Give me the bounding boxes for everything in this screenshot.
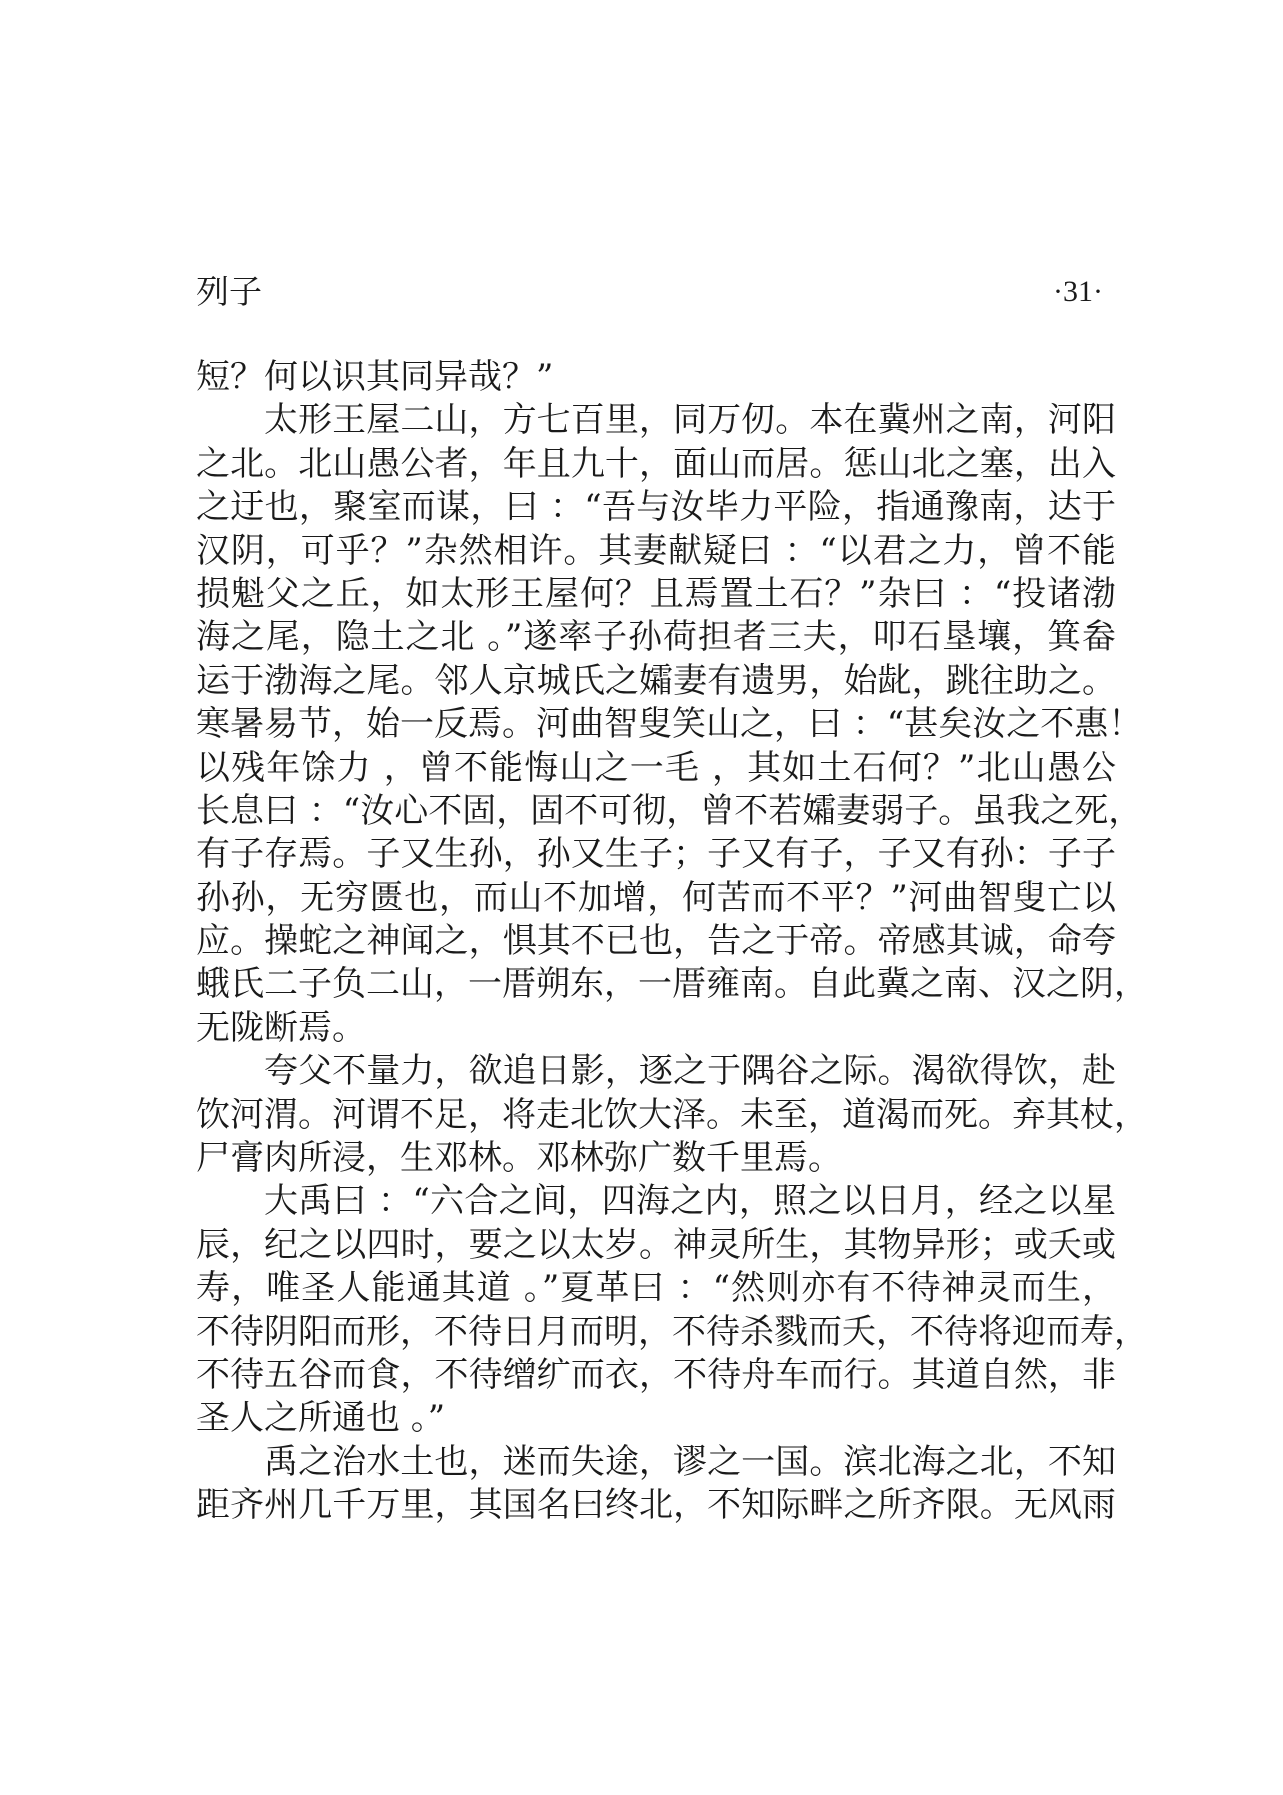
text-line: 以残年馀力 ，曾不能悔山之一毛 ，其如土石何？”北山愚公	[196, 747, 1116, 788]
text-line: 圣人之所通也 。”	[196, 1398, 446, 1439]
text-line: 有子存焉。子又生孙，孙又生子；子又有子，子又有孙：子子	[196, 834, 1116, 875]
text-line: 应。操蛇之神闻之，惧其不已也，告之于帝。帝感其诚，命夸	[196, 921, 1116, 962]
text-line: 运于渤海之尾。邻人京城氏之孀妻有遗男，始龀，跳往助之。	[196, 660, 1116, 701]
page-header	[196, 270, 1103, 314]
text-line: 距齐州几千万里，其国名曰终北，不知际畔之所齐限。无风雨	[196, 1485, 1116, 1526]
text-line: 损魁父之丘，如太形王屋何？且焉置土石？”杂曰 ：“投诸渤	[196, 573, 1116, 614]
text-line: 孙孙，无穷匮也，而山不加增，何苦而不平？”河曲智叟亡以	[196, 877, 1116, 918]
text-line: 海之尾，隐土之北 。”遂率子孙荷担者三夫，叩石垦壤，箕畚	[196, 617, 1116, 658]
text-line: 无陇断焉。	[196, 1007, 366, 1048]
text-line: 饮河渭。河谓不足，将走北饮大泽。未至，道渴而死。弃其杖，	[196, 1094, 1148, 1135]
text-line: 太形王屋二山，方七百里，同万仞。本在冀州之南，河阳	[264, 400, 1116, 441]
text-line: 禹之治水土也，迷而失途，谬之一国。滨北海之北，不知	[264, 1441, 1116, 1482]
text-line: 不待五谷而食，不待缯纩而衣，不待舟车而行。其道自然，非	[196, 1354, 1116, 1395]
text-line: 之迂也，聚室而谋，曰 ：“吾与汝毕力平险，指通豫南，达于	[196, 487, 1116, 528]
text-line: 汉阴，可乎？”杂然相许。其妻献疑曰 ：“以君之力，曾不能	[196, 530, 1116, 571]
text-line: 之北。北山愚公者，年且九十，面山而居。惩山北之塞，出入	[196, 443, 1116, 484]
text-line: 蛾氏二子负二山，一厝朔东，一厝雍南。自此冀之南、汉之阴，	[196, 964, 1148, 1005]
running-title: 列子	[196, 272, 262, 311]
text-line: 寒暑易节，始一反焉。河曲智叟笑山之，曰 ：“甚矣汝之不惠！	[196, 704, 1143, 745]
page-number: ·31·	[1053, 275, 1103, 308]
text-line: 寿，唯圣人能通其道 。”夏革曰 ：“然则亦有不待神灵而生，	[196, 1268, 1116, 1309]
text-line: 短？何以识其同异哉？”	[196, 357, 554, 397]
body-text	[196, 356, 1148, 1528]
text-line: 夸父不量力，欲追日影，逐之于隅谷之际。渴欲得饮，赴	[264, 1051, 1116, 1092]
text-line: 尸膏肉所浸，生邓林。邓林弥广数千里焉。	[196, 1138, 842, 1179]
text-line: 辰，纪之以四时，要之以太岁。神灵所生，其物异形；或夭或	[196, 1224, 1116, 1265]
text-line: 不待阴阳而形，不待日月而明，不待杀戮而夭，不待将迎而寿，	[196, 1311, 1148, 1352]
text-line: 大禹曰 ：“六合之间，四海之内，照之以日月，经之以星	[264, 1181, 1116, 1222]
text-line: 长息曰 ：“汝心不固，固不可彻，曾不若孀妻弱子。虽我之死，	[196, 790, 1143, 831]
